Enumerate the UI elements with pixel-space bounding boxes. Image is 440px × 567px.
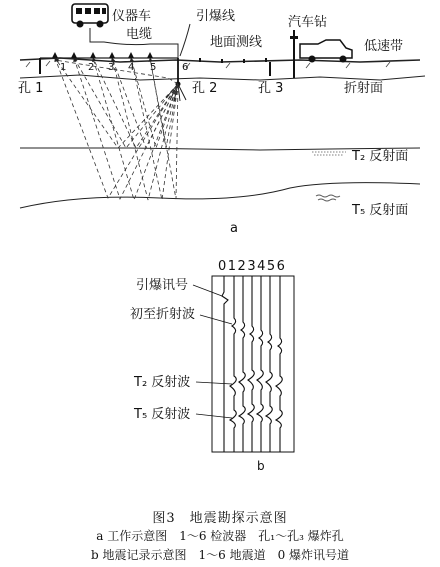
figure-caption-line-b: b 地震记录示意图 1～6 地震道 0 爆炸讯号道: [90, 548, 350, 562]
drill-truck-icon: [290, 30, 352, 78]
label-t5: T₅ 反射面: [352, 203, 409, 218]
geophone-number: 2: [88, 62, 95, 73]
panel-b-seismic-record: [130, 259, 294, 473]
label-hole3: 孔 3: [258, 81, 284, 96]
label-cable: 电缆: [126, 27, 153, 42]
label-hole1: 孔 1: [18, 81, 44, 96]
blast-line: [180, 24, 190, 56]
figure-caption-line-a: a 工作示意图 1～6 检波器 孔₁～孔₃ 爆炸孔: [96, 529, 344, 543]
label-blast-line: 引爆线: [196, 9, 236, 24]
geophone-number: 5: [150, 62, 157, 73]
label-hole2: 孔 2: [192, 81, 218, 96]
label-drill-truck: 汽车钻: [288, 15, 328, 30]
label-t2: T₂ 反射面: [352, 149, 409, 164]
panel-a-work-diagram: [18, 4, 425, 236]
label-t2-wave: T₂ 反射波: [134, 375, 191, 390]
label-vehicle: 仪器车: [112, 9, 152, 24]
panel-b-label: b: [257, 459, 265, 473]
label-t5-wave: T₅ 反射波: [134, 407, 191, 422]
geophone-number: 1: [60, 62, 67, 73]
label-low-speed-zone: 低速带: [364, 39, 404, 54]
label-first-refraction: 初至折射波: [130, 307, 196, 322]
label-blast-signal: 引爆讯号: [136, 278, 189, 293]
geophone-number: 6: [182, 62, 189, 73]
channel-numbers: 0123456: [218, 259, 287, 274]
label-ground-line: 地面测线: [210, 35, 263, 50]
panel-a-label: a: [230, 221, 238, 236]
geophone-number: 4: [128, 62, 135, 73]
geophone-icons: [52, 52, 153, 58]
instrument-truck-icon: [72, 4, 108, 28]
t2-dotted-patch: [312, 152, 346, 155]
t5-wavy-patch: [316, 195, 340, 201]
label-refraction-surface: 折射面: [344, 81, 384, 96]
geophone-spread: [40, 52, 188, 73]
geophone-number: 3: [108, 62, 115, 73]
figure-caption-title: 图3 地震勘探示意图: [152, 511, 288, 526]
